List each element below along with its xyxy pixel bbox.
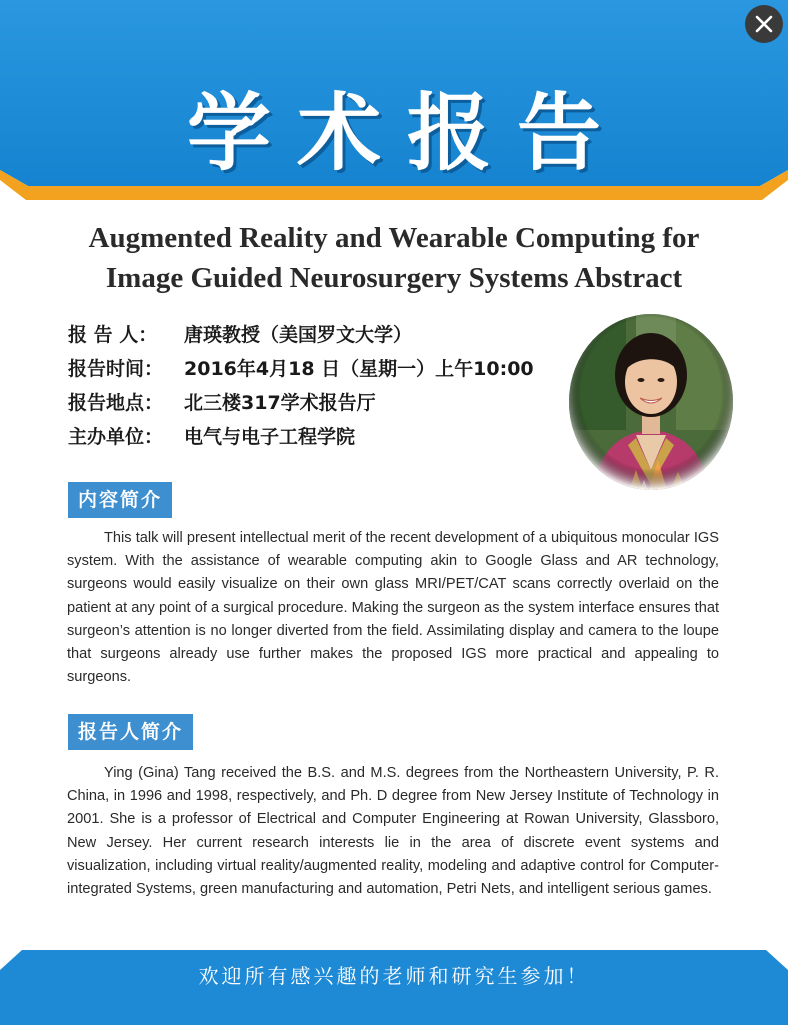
host-value: 电气与电子工程学院 <box>184 426 356 448</box>
host-row <box>68 420 568 454</box>
poster-title: 学术报告 <box>186 84 627 182</box>
time-value: 2016年4月18 日（星期一）上午10:00 <box>184 358 534 380</box>
host-label: 主办单位： <box>68 426 164 448</box>
place-value: 北三楼317学术报告厅 <box>184 392 376 414</box>
time-label: 报告时间： <box>68 358 164 380</box>
talk-title-line-1: Augmented Reality and Wearable Computing for <box>88 222 700 254</box>
talk-title <box>30 218 758 298</box>
bio-text: Ying (Gina) Tang received the B.S. and M.S. degrees from the Northeastern University, P. R. China, in 1996 and 1998, respectively, and Ph. D degree from New Jersey Institute of Technology in 2001. She is a professor of Electrical and Computer Engineering at Rowan University, Glassboro, New Jersey. Her current research interests lie in the area of discrete event systems and visualization, including virtual reality/augmented reality, modeling and adaptive control for Computer-integrated Systems, green manufacturing and automation, Petri Nets, and intelligent serious games. <box>67 765 719 898</box>
talk-title-line-2: Image Guided Neurosurgery Systems Abstract <box>105 262 683 294</box>
speaker-value: 唐瑛教授（美国罗文大学） <box>184 324 413 346</box>
speaker-label: 报 告 人： <box>68 324 158 346</box>
speaker-portrait <box>566 310 736 500</box>
place-label: 报告地点： <box>68 392 164 414</box>
speaker-row <box>68 318 568 352</box>
time-row <box>68 352 568 386</box>
close-icon <box>755 15 773 33</box>
bio-heading: 报告人简介 <box>68 714 193 750</box>
footer-invitation: 欢迎所有感兴趣的老师和研究生参加！ <box>198 964 590 988</box>
abstract-text: This talk will present intellectual merit of the recent development of a ubiquitous monocular IGS system. With the assistance of wearable computing akin to Google Glass and AR technology, surgeons would easily visualize on their own glass MRI/PET/CAT scans correctly overlaid on the patient at any point of a surgical procedure. Making the surgeon as the system interface ensures that surgeon’s attention is no longer diverted from the field. Assimilating display and camera to the loupe that surgeons already use further makes the proposed IGS more practical and appealing to surgeons. <box>67 530 719 686</box>
place-row <box>68 386 568 420</box>
talk-info <box>68 318 568 454</box>
abstract-heading: 内容简介 <box>68 482 172 518</box>
close-button[interactable] <box>745 5 783 43</box>
